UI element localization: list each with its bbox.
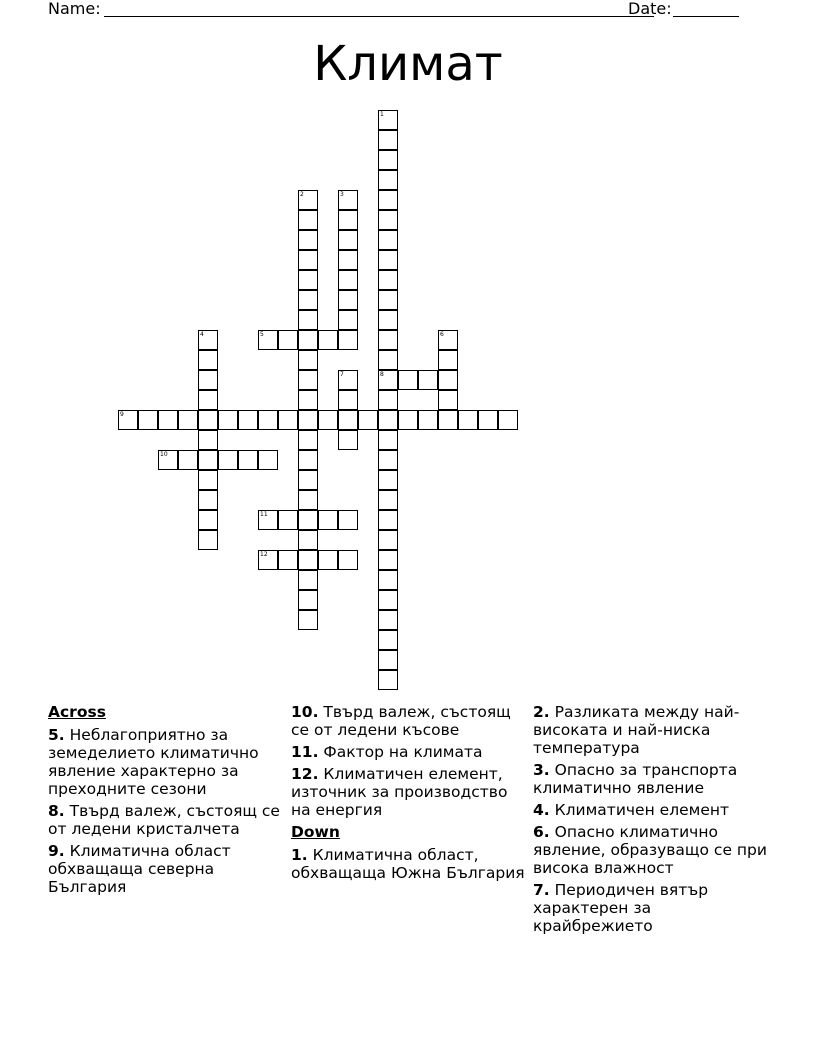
clue-down-4 (533, 801, 768, 819)
grid-cell[interactable] (338, 390, 358, 410)
grid-cell[interactable] (298, 430, 318, 450)
grid-cell[interactable] (438, 410, 458, 430)
cell-number: 1 (380, 111, 384, 118)
grid-cell[interactable] (378, 630, 398, 650)
clue-text: Твърд валеж, състоящ се от ледени кристалчета (48, 802, 280, 838)
grid-cell[interactable] (298, 530, 318, 550)
grid-cell[interactable] (198, 430, 218, 450)
clue-text: Опасно климатично явление, образуващо се при висока влажност (533, 823, 767, 877)
grid-cell[interactable] (298, 450, 318, 470)
grid-cell[interactable] (298, 510, 318, 530)
date-label: Date: (628, 0, 672, 18)
clue-down-1 (291, 846, 526, 882)
grid-cell[interactable] (298, 210, 318, 230)
grid-cell[interactable] (298, 230, 318, 250)
clue-across-11 (291, 743, 526, 761)
grid-cell[interactable] (298, 310, 318, 330)
grid-cell[interactable] (378, 130, 398, 150)
grid-cell[interactable] (378, 330, 398, 350)
clue-number: 12. (291, 765, 319, 783)
grid-cell[interactable] (258, 410, 278, 430)
grid-cell[interactable] (198, 350, 218, 370)
grid-cell[interactable] (298, 390, 318, 410)
grid-cell[interactable] (378, 670, 398, 690)
grid-cell[interactable] (318, 510, 338, 530)
grid-cell[interactable] (198, 450, 218, 470)
grid-cell[interactable] (158, 410, 178, 430)
grid-cell[interactable] (378, 190, 398, 210)
grid-cell[interactable] (278, 410, 298, 430)
clue-text: Климатичен елемент (554, 801, 730, 819)
grid-cell[interactable] (218, 450, 238, 470)
grid-cell[interactable] (378, 470, 398, 490)
grid-cell[interactable] (338, 410, 358, 430)
grid-cell[interactable] (358, 410, 378, 430)
cell-number: 3 (340, 191, 344, 198)
grid-cell[interactable] (158, 450, 178, 470)
grid-cell[interactable] (338, 510, 358, 530)
grid-cell[interactable] (338, 550, 358, 570)
across-heading: Across (48, 703, 106, 721)
clues-column-2 (291, 703, 526, 886)
grid-cell[interactable] (198, 490, 218, 510)
grid-cell[interactable] (338, 310, 358, 330)
grid-cell[interactable] (338, 190, 358, 210)
grid-cell[interactable] (118, 410, 138, 430)
grid-cell[interactable] (218, 410, 238, 430)
grid-cell[interactable] (398, 370, 418, 390)
grid-cell[interactable] (498, 410, 518, 430)
cell-number: 9 (120, 411, 124, 418)
grid-cell[interactable] (478, 410, 498, 430)
grid-cell[interactable] (398, 410, 418, 430)
grid-cell[interactable] (298, 570, 318, 590)
clue-across-9 (48, 842, 283, 896)
clue-number: 6. (533, 823, 550, 841)
grid-cell[interactable] (298, 350, 318, 370)
grid-cell[interactable] (318, 550, 338, 570)
puzzle-title: Климат (313, 36, 503, 92)
grid-cell[interactable] (438, 330, 458, 350)
grid-cell[interactable] (298, 190, 318, 210)
grid-cell[interactable] (458, 410, 478, 430)
grid-cell[interactable] (378, 150, 398, 170)
grid-cell[interactable] (278, 330, 298, 350)
grid-cell[interactable] (378, 610, 398, 630)
clue-text: Неблагоприятно за земеделието климатично явление характерно за преходните сезони (48, 726, 259, 798)
grid-cell[interactable] (138, 410, 158, 430)
grid-cell[interactable] (278, 510, 298, 530)
grid-cell[interactable] (298, 410, 318, 430)
grid-cell[interactable] (378, 370, 398, 390)
grid-cell[interactable] (338, 330, 358, 350)
cell-number: 12 (260, 551, 268, 558)
grid-cell[interactable] (298, 590, 318, 610)
clue-text: Периодичен вятър характерен за крайбрежието (533, 881, 709, 935)
grid-cell[interactable] (378, 590, 398, 610)
clue-number: 1. (291, 846, 308, 864)
grid-cell[interactable] (318, 410, 338, 430)
clue-number: 10. (291, 703, 319, 721)
grid-cell[interactable] (338, 430, 358, 450)
grid-cell[interactable] (378, 430, 398, 450)
grid-cell[interactable] (438, 350, 458, 370)
cell-number: 6 (440, 331, 444, 338)
grid-cell[interactable] (298, 370, 318, 390)
grid-cell[interactable] (438, 370, 458, 390)
grid-cell[interactable] (438, 390, 458, 410)
clue-down-3 (533, 761, 768, 797)
grid-cell[interactable] (378, 450, 398, 470)
grid-cell[interactable] (258, 510, 278, 530)
clue-number: 4. (533, 801, 550, 819)
grid-cell[interactable] (258, 330, 278, 350)
grid-cell[interactable] (418, 410, 438, 430)
clue-across-5 (48, 726, 283, 798)
grid-cell[interactable] (238, 450, 258, 470)
grid-cell[interactable] (378, 530, 398, 550)
grid-cell[interactable] (378, 310, 398, 330)
grid-cell[interactable] (378, 250, 398, 270)
grid-cell[interactable] (338, 210, 358, 230)
clue-text: Разликата между най-високата и най-ниска температура (533, 703, 740, 757)
clue-text: Климатична област, обхващаща Южна България (291, 846, 525, 882)
cell-number: 11 (260, 511, 268, 518)
grid-cell[interactable] (338, 230, 358, 250)
cell-number: 10 (160, 451, 168, 458)
grid-cell[interactable] (298, 250, 318, 270)
grid-cell[interactable] (338, 290, 358, 310)
clue-across-8 (48, 802, 283, 838)
grid-cell[interactable] (378, 390, 398, 410)
cell-number: 5 (260, 331, 264, 338)
grid-cell[interactable] (338, 270, 358, 290)
clue-number: 8. (48, 802, 65, 820)
clue-text: Фактор на климата (323, 743, 483, 761)
grid-cell[interactable] (378, 510, 398, 530)
grid-cell[interactable] (338, 250, 358, 270)
grid-cell[interactable] (198, 410, 218, 430)
clue-number: 11. (291, 743, 319, 761)
clue-text: Климатичен елемент, източник за производство на енергия (291, 765, 508, 819)
grid-cell[interactable] (238, 410, 258, 430)
cell-number: 2 (300, 191, 304, 198)
grid-cell[interactable] (298, 550, 318, 570)
grid-cell[interactable] (198, 330, 218, 350)
grid-cell[interactable] (378, 170, 398, 190)
grid-cell[interactable] (198, 370, 218, 390)
grid-cell[interactable] (258, 550, 278, 570)
clue-number: 7. (533, 881, 550, 899)
grid-cell[interactable] (298, 270, 318, 290)
grid-cell[interactable] (378, 350, 398, 370)
grid-cell[interactable] (258, 450, 278, 470)
clue-text: Опасно за транспорта климатично явление (533, 761, 738, 797)
clues-column-1 (48, 703, 283, 900)
grid-cell[interactable] (378, 210, 398, 230)
grid-cell[interactable] (198, 390, 218, 410)
grid-cell[interactable] (378, 570, 398, 590)
cell-number: 7 (340, 371, 344, 378)
clue-down-6 (533, 823, 768, 877)
clue-text: Твърд валеж, състоящ се от ледени късове (291, 703, 511, 739)
clue-number: 2. (533, 703, 550, 721)
clue-text: Климатична област обхващаща северна България (48, 842, 231, 896)
grid-cell[interactable] (198, 530, 218, 550)
clue-number: 3. (533, 761, 550, 779)
grid-cell[interactable] (378, 650, 398, 670)
clue-across-10 (291, 703, 526, 739)
grid-cell[interactable] (298, 490, 318, 510)
grid-cell[interactable] (378, 110, 398, 130)
clue-down-7 (533, 881, 768, 935)
clue-number: 5. (48, 726, 65, 744)
grid-cell[interactable] (378, 410, 398, 430)
grid-cell[interactable] (298, 330, 318, 350)
grid-cell[interactable] (338, 370, 358, 390)
cell-number: 8 (380, 371, 384, 378)
grid-cell[interactable] (178, 410, 198, 430)
clues-column-3 (533, 703, 768, 939)
clue-down-2 (533, 703, 768, 757)
down-heading: Down (291, 823, 340, 841)
grid-cell[interactable] (198, 470, 218, 490)
grid-cell[interactable] (378, 290, 398, 310)
grid-cell[interactable] (198, 510, 218, 530)
grid-cell[interactable] (378, 490, 398, 510)
name-label: Name: (48, 0, 101, 18)
grid-cell[interactable] (378, 550, 398, 570)
grid-cell[interactable] (298, 470, 318, 490)
grid-cell[interactable] (278, 550, 298, 570)
grid-cell[interactable] (378, 230, 398, 250)
grid-cell[interactable] (298, 610, 318, 630)
grid-cell[interactable] (318, 330, 338, 350)
grid-cell[interactable] (418, 370, 438, 390)
clue-across-12 (291, 765, 526, 819)
clue-number: 9. (48, 842, 65, 860)
cell-number: 4 (200, 331, 204, 338)
grid-cell[interactable] (298, 290, 318, 310)
grid-cell[interactable] (178, 450, 198, 470)
grid-cell[interactable] (378, 270, 398, 290)
